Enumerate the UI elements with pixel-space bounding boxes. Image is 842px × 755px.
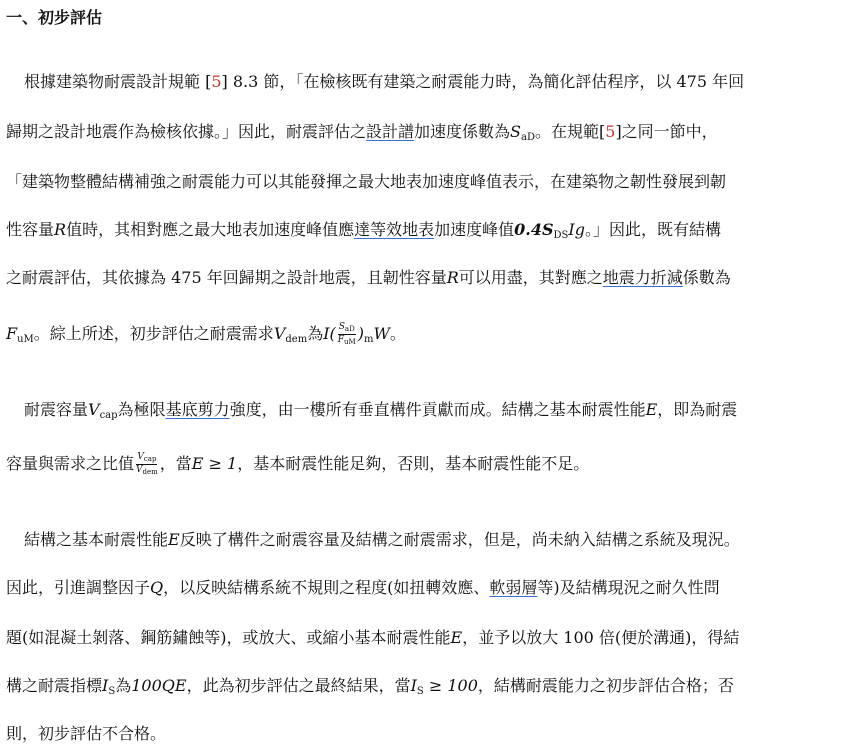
p3-line-4: 構之耐震指標$I_S$為100QE，此為初步評估之最終結果，當$I_S \ge 100$，結構耐震能力之初步評估合格；否 [6,676,734,697]
section-heading: 一、初步評估 [6,8,103,27]
p2-line-2: 容量與需求之比值 $\frac{V_{cap}}{V_{dem}}$ ，當E ≥ 1，基本耐震性能足夠，否則，基本耐震性能不足。 [6,452,590,476]
p1-line-5: 之耐震評估，其依據為 475 年回歸期之設計地震，且韌性容量R可以用盡，其對應之地震力折減係數為 [6,268,731,287]
p1-line-3: 「建築物整體結構補強之耐震能力可以其能發揮之最大地表加速度峰值表示，在建築物之韌性發展到韌 [6,172,727,191]
term-soft-story: 軟弱層 [489,578,538,597]
p1-line-6: $F_{uM}$。綜上所述，初步評估之耐震需求$V_{dem}$為I( $\frac{S_{aD}}{F_{uM}}$ )$_mW$。 [6,322,406,346]
p1-line-4: 性容量R值時，其相對應之最大地表加速度峰值應達等效地表加速度峰值$0.4S_{DS}Ig$。」因此，既有結構 [6,220,721,241]
p1-line-2: 歸期之設計地震作為檢核依據。」因此，耐震評估之設計譜加速度係數為$S_{aD}$。在規範[5]之同一節中， [6,122,718,143]
fraction-vcap-vdem: $\frac{V_{cap}}{V_{dem}}$ [136,452,158,476]
p3-line-3: 題(如混凝土剝落、鋼筋鏽蝕等)，或放大、或縮小基本耐震性能E，並予以放大 100 倍(便於溝通)，得結 [6,628,740,647]
term-equivalent-ground: 達等效地表 [354,220,435,239]
term-design-spectrum: 設計譜 [366,122,415,141]
p3-line-2: 因此，引進調整因子Q，以反映結構系統不規則之程度(如扭轉效應、軟弱層等)及結構現況之耐久性問 [6,578,720,597]
p2-line-1: 耐震容量$V_{cap}$為極限基底剪力強度，由一樓所有垂直構件貢獻而成。結構之基本耐震性能E，即為耐震 [24,400,738,421]
p3-line-5: 則，初步評估不合格。 [6,724,167,743]
p1-line-1: 根據建築物耐震設計規範 [5] 8.3 節，「在檢核既有建築之耐震能力時，為簡化評估程序，以 475 年回 [24,72,745,91]
fraction-sad-fum: $\frac{S_{aD}}{F_{uM}}$ [337,322,356,346]
reference-link[interactable]: 5 [211,72,222,91]
p3-line-1: 結構之基本耐震性能E反映了構件之耐震容量及結構之耐震需求，但是，尚未納入結構之系統及現況。 [24,530,740,549]
reference-link[interactable]: 5 [605,122,616,141]
term-seismic-reduction: 地震力折減 [602,268,683,287]
term-base-shear: 基底剪力 [165,400,230,419]
